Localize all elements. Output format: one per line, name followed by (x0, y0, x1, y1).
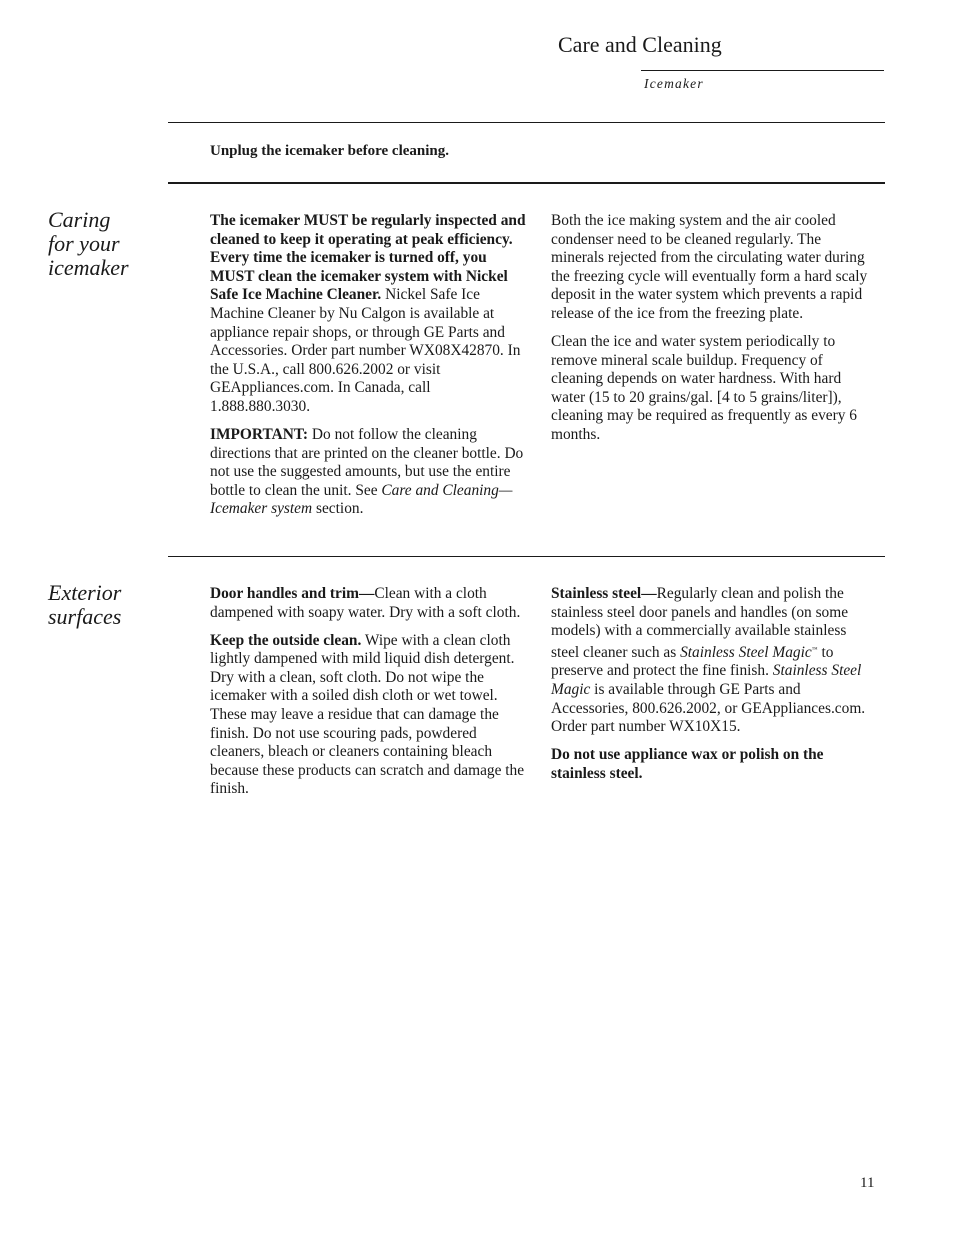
page-subtitle: Icemaker (644, 76, 704, 91)
body-text: to preserve and protect the fine finish. (551, 643, 834, 680)
unplug-warning: Unplug the icemaker before cleaning. (210, 143, 450, 159)
section-title-line: Caring (48, 207, 111, 232)
warning-divider (168, 182, 885, 184)
exterior-column-right (551, 585, 873, 793)
header-divider (641, 70, 884, 71)
paragraph (551, 746, 873, 783)
top-divider (168, 122, 885, 123)
paragraph (210, 426, 532, 519)
paragraph: Both the ice making system and the air cooled condenser need to be cleaned regularly. The minerals rejected from the circulating water during the freezing cycle will eventually form a hard scaly deposit in the water system which prevents a rapid release of the ice from the freezing plate. (551, 212, 868, 322)
trademark-symbol: ™ (811, 646, 818, 653)
body-text: section. (312, 500, 364, 518)
bold-text: Stainless steel— (551, 585, 657, 602)
body-text: Wipe with a clean cloth lightly dampened with mild liquid dish detergent. Dry with a clean, soft cloth. Do not wipe the icemaker with a soiled dish cloth or wet towel. These may leave a residue that can damage the finish. Do not use scouring pads, powdered cleaners, bleach or cleaners containing bleach because these products can scratch and damage the finish. (210, 631, 525, 798)
paragraph (210, 632, 532, 799)
caring-column-left (210, 212, 532, 528)
bold-text: The icemaker MUST be regularly inspected and cleaned to keep it operating at peak efficiency. Every time the icemaker is turned off, you MUST clean the icemaker system with Nickel Safe Ice Machine Cleaner. (210, 212, 526, 304)
body-text: Nickel Safe Ice Machine Cleaner by Nu Calgon is available at appliance repair shops, or through GE Parts and Accessories. Order part number WX08X42870. In the U.S.A., call 800.626.2002 or visit GEAppliances.com. In Canada, call 1.888.880.3030. (210, 286, 521, 415)
section-reference: Care and Cleaning—Icemaker system (210, 481, 513, 518)
paragraph (551, 585, 873, 737)
product-name: Stainless Steel Magic (551, 662, 862, 698)
section-title-line: Exterior (48, 580, 122, 605)
body-text: Clean with a cloth dampened with soapy water. Dry with a soft cloth. (210, 585, 521, 621)
section-title-line: surfaces (48, 604, 122, 629)
body-text: is available through GE Parts and Accessories, 800.626.2002, or GEAppliances.com. Order part number WX10X15. (551, 680, 866, 736)
bold-text: Door handles and trim— (210, 585, 375, 602)
section-title-line: for your (48, 231, 120, 256)
product-name: Stainless Steel Magic (680, 643, 812, 661)
section-divider (168, 556, 885, 557)
page-number: 11 (860, 1175, 875, 1191)
bold-text: IMPORTANT: (210, 425, 309, 443)
body-text: Regularly clean and polish the stainless steel door panels and handles (on some models) with a commercially available stainless steel cleaner such as (551, 585, 849, 661)
paragraph (210, 212, 532, 417)
bold-text: Do not use appliance wax or polish on the stainless steel. (551, 746, 824, 782)
section-title-caring (48, 208, 129, 280)
paragraph (210, 585, 532, 622)
caring-column-right (551, 212, 873, 454)
exterior-column-left (210, 585, 532, 808)
section-title-exterior (48, 581, 121, 629)
section-title-line: icemaker (48, 255, 129, 280)
bold-text: Keep the outside clean. (210, 631, 362, 649)
body-text: Do not follow the cleaning directions that are printed on the cleaner bottle. Do not use the suggested amounts, but use the entire bottle to clean the unit. See (210, 425, 524, 499)
paragraph: Clean the ice and water system periodically to remove mineral scale buildup. Frequency of cleaning depends on water hardness. With hard water (15 to 20 grains/gal. [4 to 5 grains/liter]), cleaning may be required as frequently as every 6 months. (551, 332, 857, 443)
page-title: Care and Cleaning (558, 32, 722, 57)
